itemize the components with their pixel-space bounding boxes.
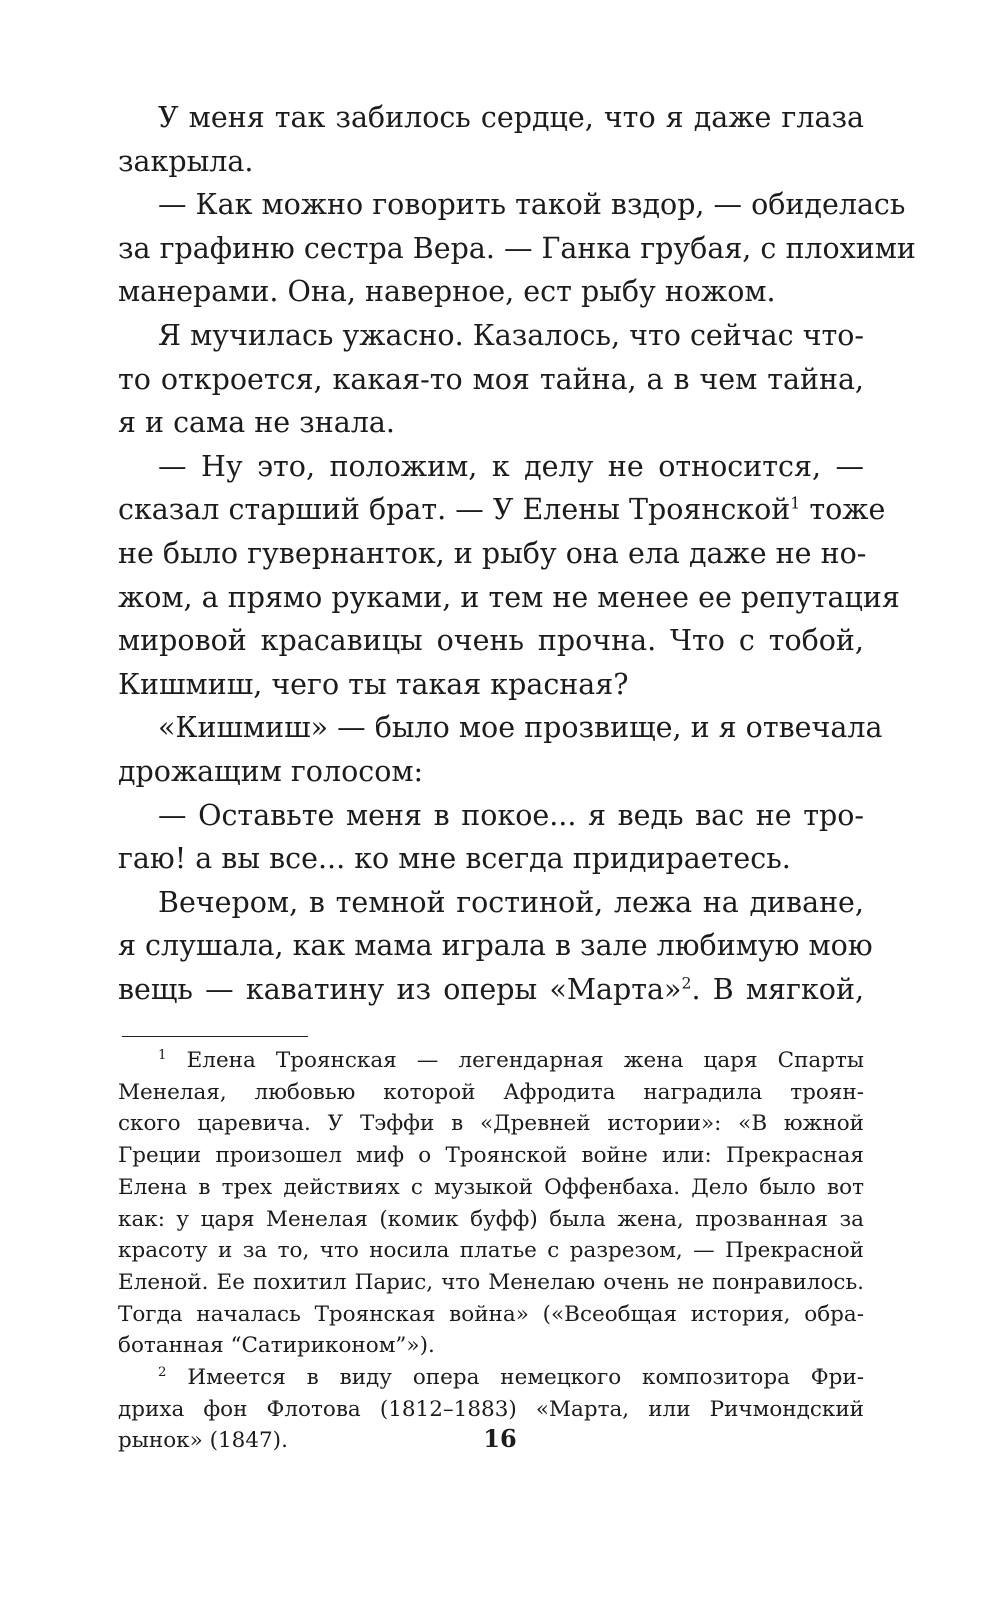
footnote-line — [118, 1045, 864, 1077]
text-line: Вечером, в темной гостиной, лежа на диване, — [158, 885, 864, 919]
footnote-line: ского царевича. У Тэффи в «Древней истории»: «В южной — [118, 1111, 864, 1137]
text-line: У меня так забилось сердце, что я даже глаза — [158, 101, 864, 134]
footnote-text: Имеется в виду опера немецкого композитора Фри- — [187, 1365, 864, 1391]
text-line: то откроется, какая-то моя тайна, а в чем тайна, — [118, 362, 864, 396]
text-segment: сказал старший брат. — У Елены Троянской — [118, 493, 791, 527]
footnote-line: Тогда началась Троянская война» («Всеобщая история, обра- — [118, 1301, 864, 1327]
text-line: — Оставьте меня в покое... я ведь вас не тро- — [158, 798, 864, 832]
footnote-text: Елена Троянская — легендарная жена царя Спарты — [186, 1048, 864, 1073]
text-line: «Кишмиш» — было мое прозвище, и я отвечала — [158, 711, 883, 745]
footnote-1 — [118, 1045, 864, 1362]
footnotes-block — [118, 1045, 864, 1457]
text-line: дрожащим голосом: — [118, 754, 424, 788]
main-text-block — [118, 96, 916, 1011]
text-line: Кишмиш, чего ты такая красная? — [118, 667, 629, 701]
footnote-line: как: у царя Менелая (комик буфф) была жена, прозванная за — [118, 1206, 864, 1232]
text-line: манерами. Она, наверное, ест рыбу ножом. — [118, 275, 776, 309]
page-number: 16 — [483, 1424, 517, 1453]
text-line: закрыла. — [118, 144, 254, 178]
text-segment: . В мягкой, — [691, 972, 864, 1006]
footnote-separator — [122, 1036, 308, 1037]
footnote-marker-1: 1 — [790, 493, 801, 513]
text-line-with-footnote — [118, 968, 864, 1012]
text-line: не было гувернанток, и рыбу она ела даже не но- — [118, 536, 867, 570]
footnote-marker-2: 2 — [681, 973, 692, 993]
footnote-line: рынок» (1847). — [118, 1428, 288, 1454]
footnote-number: 1 — [158, 1047, 167, 1063]
text-line: мировой красавицы очень прочна. Что с тобой, — [118, 624, 864, 658]
footnote-line: Еленой. Ее похитил Парис, что Менелаю очень не понравилось. — [118, 1269, 864, 1295]
text-line: Я мучилась ужасно. Казалось, что сейчас что- — [158, 318, 865, 352]
text-line: за графиню сестра Вера. — Ганка грубая, с плохими — [118, 231, 916, 265]
footnote-line: Елена в трех действиях с музыкой Оффенбаха. Дело было вот — [118, 1174, 864, 1200]
text-line: я и сама не знала. — [118, 406, 395, 440]
footnote-line: дриха фон Флотова (1812–1883) «Марта, или Ричмондский — [118, 1396, 864, 1422]
text-line: — Ну это, положим, к делу не относится, — — [158, 449, 864, 483]
text-line: я слушала, как мама играла в зале любимую мою — [118, 929, 873, 963]
text-line: гаю! а вы все... ко мне всегда придираетесь. — [118, 842, 791, 876]
text-segment: тоже — [809, 493, 886, 527]
footnote-line: ботанная “Сатириконом”»). — [118, 1333, 435, 1359]
text-line-with-footnote — [118, 488, 886, 532]
text-line: — Как можно говорить такой вздор, — обиделась — [158, 188, 906, 222]
footnote-line: красоту и за то, что носила платье с разрезом, — Прекрасной — [118, 1238, 864, 1264]
footnote-line — [118, 1362, 864, 1394]
footnote-line: Менелая, любовью которой Афродита наградила троян- — [118, 1079, 864, 1105]
footnote-line: Греции произошел миф о Троянской войне или: Прекрасная — [118, 1143, 864, 1169]
text-line: жом, а прямо руками, и тем не менее ее репутация — [118, 580, 900, 614]
footnote-number: 2 — [158, 1364, 167, 1380]
text-segment: вещь — каватину из оперы «Марта» — [118, 972, 682, 1006]
